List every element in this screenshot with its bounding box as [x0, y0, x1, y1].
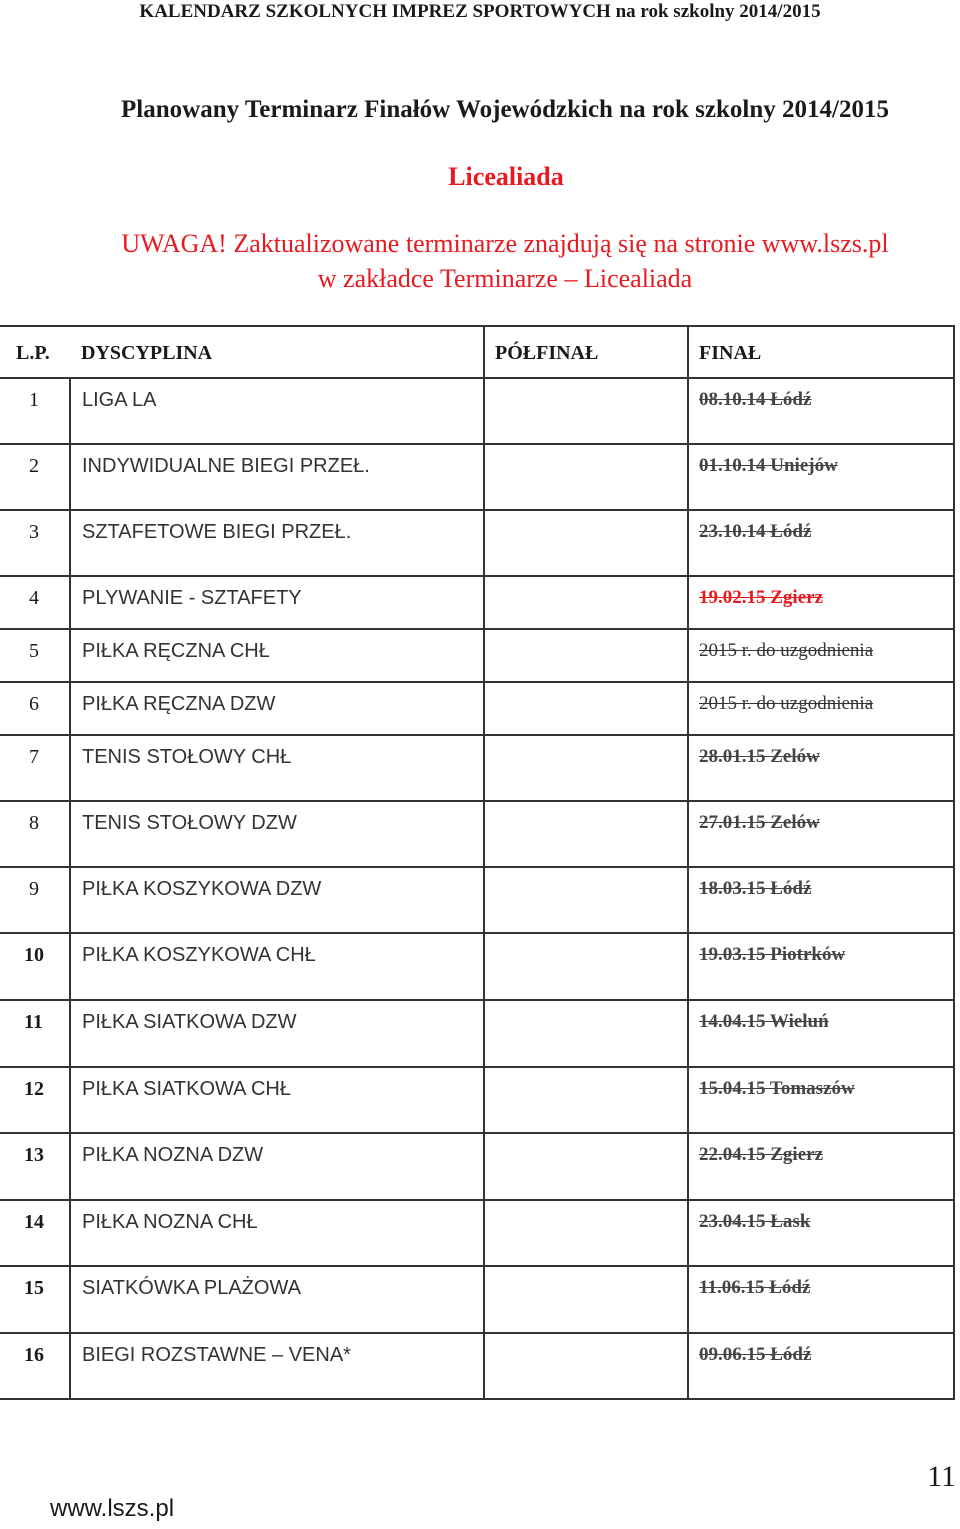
row-discipline: PIŁKA SIATKOWA CHŁ	[70, 1067, 484, 1133]
row-lp: 3	[29, 521, 39, 543]
table-row	[0, 1266, 954, 1333]
row-final: 11.06.15 Łódź	[688, 1266, 954, 1333]
table-row	[0, 1133, 954, 1200]
row-lp: 2	[29, 455, 39, 477]
row-lp: 6	[29, 693, 39, 715]
row-discipline: TENIS STOŁOWY CHŁ	[70, 735, 484, 801]
row-final: 2015 r. do uzgodnienia	[688, 629, 954, 682]
row-discipline: BIEGI ROZSTAWNE – VENA*	[70, 1333, 484, 1399]
document-header: KALENDARZ SZKOLNYCH IMPREZ SPORTOWYCH na rok szkolny 2014/2015	[139, 1, 821, 22]
row-discipline: PIŁKA NOZNA DZW	[70, 1133, 484, 1200]
table-row	[0, 682, 954, 735]
row-lp: 7	[29, 746, 39, 768]
row-final: 14.04.15 Wieluń	[688, 1000, 954, 1067]
row-lp: 13	[24, 1144, 44, 1166]
row-semifinal	[484, 1333, 688, 1399]
row-final: 23.04.15 Łask	[688, 1200, 954, 1266]
row-semifinal	[484, 576, 688, 629]
row-final: 19.02.15 Zgierz	[688, 576, 954, 629]
row-final: 19.03.15 Piotrków	[688, 933, 954, 1000]
row-lp: 1	[29, 389, 39, 411]
row-final: 09.06.15 Łódź	[688, 1333, 954, 1399]
row-semifinal	[484, 1266, 688, 1333]
row-lp: 14	[24, 1211, 44, 1233]
table-row	[0, 1200, 954, 1266]
row-semifinal	[484, 1067, 688, 1133]
page-number: 11	[927, 1460, 956, 1493]
row-discipline: SZTAFETOWE BIEGI PRZEŁ.	[70, 510, 484, 576]
table-row	[0, 629, 954, 682]
row-lp: 11	[24, 1011, 43, 1033]
table-row	[0, 378, 954, 444]
header-final: FINAŁ	[688, 326, 954, 378]
row-final: 08.10.14 Łódź	[688, 378, 954, 444]
row-discipline: PIŁKA NOZNA CHŁ	[70, 1200, 484, 1266]
row-discipline: INDYWIDUALNE BIEGI PRZEŁ.	[70, 444, 484, 510]
table-row	[0, 444, 954, 510]
row-semifinal	[484, 1200, 688, 1266]
page-title: Planowany Terminarz Finałów Wojewódzkich na rok szkolny 2014/2015	[121, 96, 889, 123]
header-discipline: DYSCYPLINA	[81, 341, 213, 364]
notice-line-2: w zakładce Terminarze – Licealiada	[317, 264, 693, 293]
row-final: 18.03.15 Łódź	[688, 867, 954, 933]
footer-url: www.lszs.pl	[50, 1495, 175, 1522]
row-discipline: PLYWANIE - SZTAFETY	[70, 576, 484, 629]
table-row	[0, 1333, 954, 1399]
row-lp: 10	[24, 944, 44, 966]
row-lp: 16	[24, 1344, 44, 1366]
table-row	[0, 867, 954, 933]
row-lp: 8	[29, 812, 39, 834]
row-lp: 15	[24, 1277, 44, 1299]
row-semifinal	[484, 867, 688, 933]
row-discipline: TENIS STOŁOWY DZW	[70, 801, 484, 867]
table-header-row	[0, 326, 954, 378]
row-final: 28.01.15 Zelów	[688, 735, 954, 801]
row-lp: 5	[29, 640, 39, 662]
table-row	[0, 576, 954, 629]
row-discipline: LIGA LA	[70, 378, 484, 444]
row-discipline: PIŁKA RĘCZNA CHŁ	[70, 629, 484, 682]
table-row	[0, 510, 954, 576]
row-final: 2015 r. do uzgodnienia	[688, 682, 954, 735]
header-semifinal: PÓŁFINAŁ	[484, 326, 688, 378]
row-semifinal	[484, 801, 688, 867]
row-discipline: PIŁKA RĘCZNA DZW	[70, 682, 484, 735]
update-notice	[0, 226, 960, 296]
table-row	[0, 735, 954, 801]
row-lp: 12	[24, 1078, 44, 1100]
schedule-table	[0, 325, 955, 1400]
row-semifinal	[484, 629, 688, 682]
header-lp: L.P.	[16, 341, 50, 364]
row-discipline: PIŁKA KOSZYKOWA CHŁ	[70, 933, 484, 1000]
table-row	[0, 933, 954, 1000]
row-lp: 9	[29, 878, 39, 900]
table-row	[0, 801, 954, 867]
row-final: 22.04.15 Zgierz	[688, 1133, 954, 1200]
row-final: 23.10.14 Łódź	[688, 510, 954, 576]
row-semifinal	[484, 1133, 688, 1200]
row-final: 01.10.14 Uniejów	[688, 444, 954, 510]
row-semifinal	[484, 378, 688, 444]
page-subtitle: Licealiada	[448, 162, 564, 191]
row-semifinal	[484, 1000, 688, 1067]
row-semifinal	[484, 933, 688, 1000]
table-row	[0, 1000, 954, 1067]
row-lp: 4	[29, 587, 39, 609]
row-semifinal	[484, 735, 688, 801]
row-discipline: SIATKÓWKA PLAŻOWA	[70, 1266, 484, 1333]
row-semifinal	[484, 510, 688, 576]
row-final: 27.01.15 Zelów	[688, 801, 954, 867]
row-final: 15.04.15 Tomaszów	[688, 1067, 954, 1133]
notice-line-1: UWAGA! Zaktualizowane terminarze znajdują się na stronie www.lszs.pl	[121, 229, 889, 258]
table-row	[0, 1067, 954, 1133]
row-discipline: PIŁKA SIATKOWA DZW	[70, 1000, 484, 1067]
row-discipline: PIŁKA KOSZYKOWA DZW	[70, 867, 484, 933]
row-semifinal	[484, 682, 688, 735]
row-semifinal	[484, 444, 688, 510]
